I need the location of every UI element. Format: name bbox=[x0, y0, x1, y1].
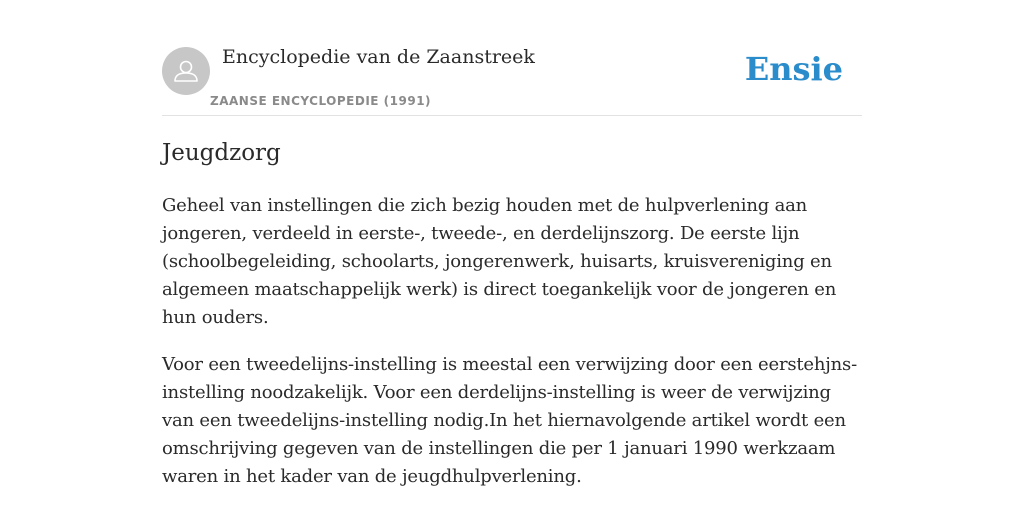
user-icon bbox=[162, 47, 210, 95]
brand-logo[interactable]: Ensie bbox=[744, 50, 843, 88]
article-paragraph: Geheel van instellingen die zich bezig houden met de hulpverlening aan jongeren, verdeeld in eerste-, tweede-, en derdelijnszorg. De eerste lijn (schoolbegeleiding, schoolarts, jongerenwerk, huisarts, kruisvereniging en algemeen maatschappelijk werk) is direct toegankelijk voor de jongeren en hun ouders. bbox=[162, 195, 837, 328]
source-title[interactable]: Encyclopedie van de Zaanstreek bbox=[222, 46, 535, 68]
source-subtitle: ZAANSE ENCYCLOPEDIE (1991) bbox=[210, 94, 432, 108]
header bbox=[162, 44, 862, 116]
article-title: Jeugdzorg bbox=[162, 140, 281, 166]
article-body bbox=[162, 192, 867, 510]
article-paragraph: Voor een tweedelijns-instelling is meestal een verwijzing door een eerstehjns-instelling noodzakelijk. Voor een derdelijns-instelling is weer de verwijzing van een tweedelijns-instelling nodig.In het hiernavolgende artikel wordt een omschrijving gegeven van de instellingen die per 1 januari 1990 werkzaam waren in het kader van de jeugdhulpverlening. bbox=[162, 354, 857, 487]
avatar[interactable] bbox=[162, 47, 210, 95]
